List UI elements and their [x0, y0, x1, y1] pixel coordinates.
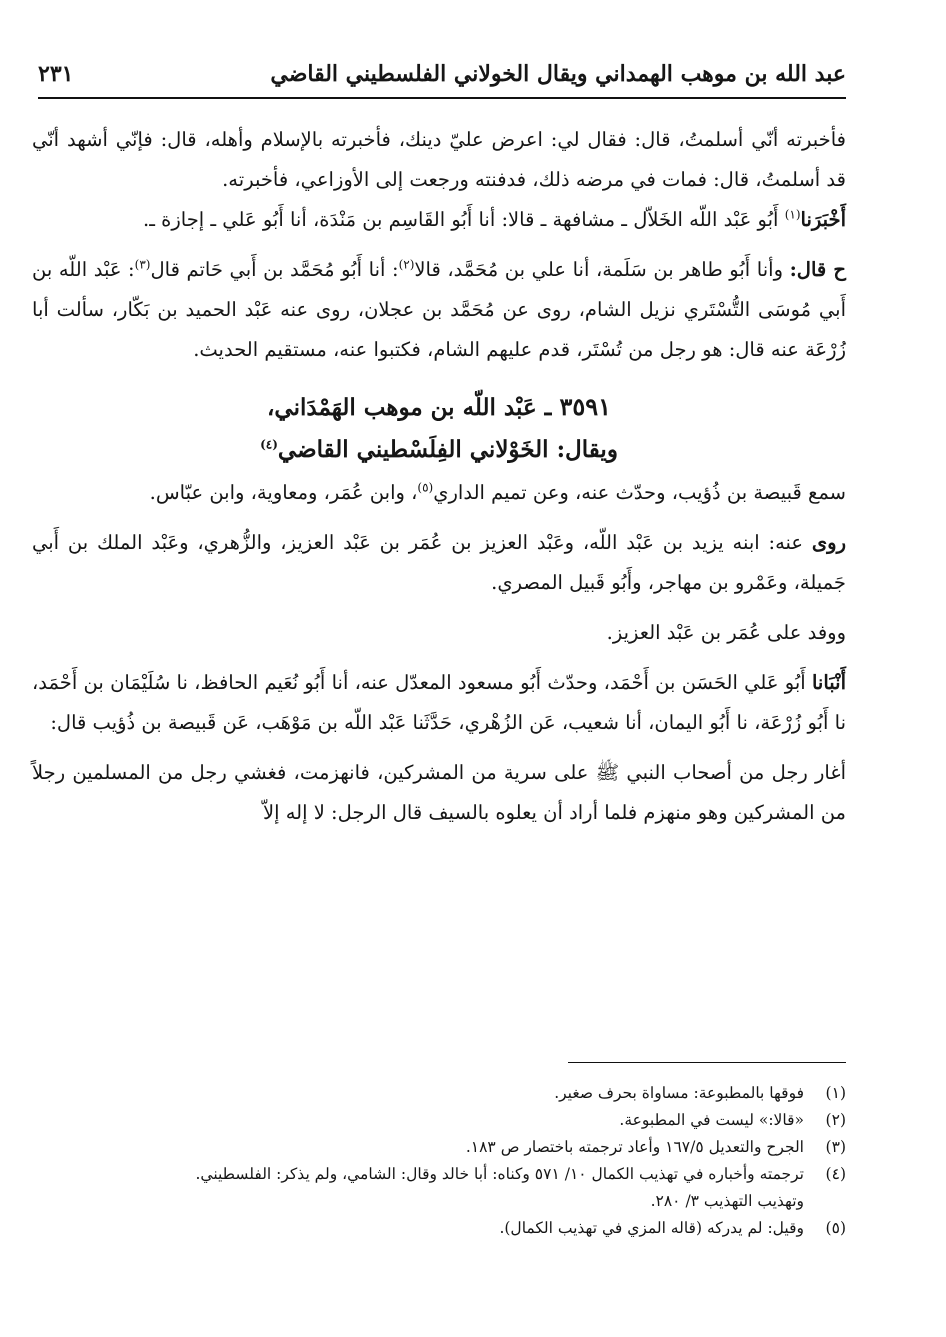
paragraph	[32, 663, 846, 743]
paragraph	[32, 250, 846, 370]
footnotes	[40, 1080, 846, 1242]
paragraph-text: وأنا أَبُو طاهر بن سَلَمة، أنا علي بن مُحَمَّد، قالا	[414, 258, 790, 281]
entry-heading	[32, 386, 846, 471]
footnote-number: (٢)	[825, 1111, 846, 1129]
footnote-ref[interactable]: (٥)	[417, 480, 434, 495]
footnote	[40, 1215, 846, 1242]
paragraph-text: عنه: ابنه يزيد بن عَبْد اللّه، وعَبْد العزيز بن عُمَر بن عَبْد العزيز، والزُّهري، وعَبْد الملك بن أَبي جَميلة، وعَمْرو بن مهاجر، وأَبُو قَبيل المصري.	[32, 531, 846, 594]
footnote-text: «قالا:» ليست في المطبوعة.	[619, 1111, 804, 1129]
footnote-ref[interactable]: (٣)	[134, 257, 151, 272]
paragraph	[32, 613, 846, 653]
paragraph	[32, 473, 846, 513]
paragraph-text: فأخبرته أنّي أسلمتُ، قال: فقال لي: اعرض عليّ دينك، فأخبرته بالإسلام وأهله، قال: فإنّي أشهد أنّي قد أسلمتُ، قال: فمات في مرضه ذلك، فدفنته ورجعت إلى الأوزاعي، فأخبرته.	[32, 128, 846, 191]
footnote-continuation: وتهذيب التهذيب ٣/ ٢٨٠.	[650, 1192, 804, 1210]
paragraph-text: أَبُو عَبْد اللّه الخَلاّل ـ مشافهة ـ قالا: أنا أَبُو القَاسِم بن مَنْدَة، أنا أَبُو عَلي ـ إجازة ـ.	[143, 208, 785, 231]
page-number: ٢٣١	[38, 61, 74, 87]
footnote	[40, 1134, 846, 1161]
footnote-ref[interactable]: (٤)	[260, 437, 278, 452]
paragraph-text: أغار رجل من أصحاب النبي ﷺ على سرية من المشركين، فانهزمت، فغشي رجل من المسلمين رجلاً من المشركين وهو منهزم فلما أراد أن يعلوه بالسيف قال الرجل: لا إله إلاّ	[32, 761, 846, 824]
paragraph-text: : أنا أَبُو مُحَمَّد بن أَبي حَاتم قال	[150, 258, 399, 281]
footnote-text: الجرح والتعديل ١٦٧/٥ وأعاد ترجمته باختصار ص ١٨٣.	[465, 1138, 804, 1156]
header-rule	[38, 97, 846, 99]
footnote-number: (٥)	[825, 1219, 846, 1237]
footnote-ref[interactable]: (٢)	[398, 257, 415, 272]
paragraph	[32, 200, 846, 240]
paragraph	[32, 523, 846, 603]
footnote-text: فوقها بالمطبوعة: مساواة بحرف صغير.	[554, 1084, 804, 1102]
main-text	[32, 120, 846, 833]
footnote	[40, 1107, 846, 1134]
paragraph	[32, 753, 846, 833]
footnote	[40, 1161, 846, 1188]
transmission-lead: روى	[811, 531, 846, 554]
header-title: عبد الله بن موهب الهمداني ويقال الخولاني الفلسطيني القاضي	[270, 61, 846, 87]
running-header	[38, 52, 846, 96]
paragraph-text: ، وابن عُمَر، ومعاوية، وابن عبّاس.	[149, 481, 418, 504]
footnote-number: (٣)	[825, 1138, 846, 1156]
footnote-text: وقيل: لم يدركه (قاله المزي في تهذيب الكمال).	[499, 1219, 804, 1237]
entry-number: ٣٥٩١	[559, 392, 611, 421]
footnote-text: ترجمته وأخباره في تهذيب الكمال ١٠/ ٥٧١ وكناه: أبا خالد وقال: الشامي، ولم يذكر: الفلسطيني.	[195, 1165, 804, 1183]
paragraph-text: ووفد على عُمَر بن عَبْد العزيز.	[606, 621, 846, 644]
entry-alt-name: ويقال: الخَوْلاني الفِلَسْطيني القاضي	[277, 436, 618, 463]
transmission-lead: ح قال:	[789, 258, 846, 281]
entry-heading-line1	[32, 386, 846, 429]
paragraph-text: سمع قَبيصة بن ذُؤيب، وحدّث عنه، وعن تميم الداري	[433, 481, 846, 504]
paragraph-text: : عَبْد اللّه بن أَبي مُوسَى التُّسْتَري نزيل الشام، روى عن مُحَمَّد بن عجلان، روى عنه عَبْد الحميد بن بَكّار، سألت أبا زُرْعَة عنه قال: هو رجل من تُسْتَر، قدم عليهم الشام، فكتبوا عنه، مستقيم الحديث.	[32, 258, 846, 361]
transmission-lead: أَخْبَرَنا	[800, 208, 846, 231]
footnote	[40, 1080, 846, 1107]
transmission-lead: أَنْبَانا	[811, 671, 846, 694]
paragraph-text: أَبُو عَلي الحَسَن بن أَحْمَد، وحدّث أَبُو مسعود المعدّل عنه، أنا أَبُو نُعَيم الحافظ، نا سُلَيْمَان بن أَحْمَد، نا أَبُو زُرْعَة، نا أَبُو اليمان، أنا شعيب، عَن الزُهْري، حَدَّثَنا عَبْد اللّه بن مَوْهَب، عَن قَبيصة بن ذُؤيب قال:	[32, 671, 846, 734]
entry-name: ـ عَبْد اللّه بن موهب الهَمْدَاني،	[266, 394, 552, 421]
footnote-number: (١)	[825, 1084, 846, 1102]
footnote-number: (٤)	[825, 1165, 846, 1183]
footnote-ref[interactable]: (١)	[784, 207, 801, 222]
paragraph	[32, 120, 846, 200]
footnote-rule	[568, 1062, 846, 1063]
entry-heading-line2	[32, 429, 846, 471]
